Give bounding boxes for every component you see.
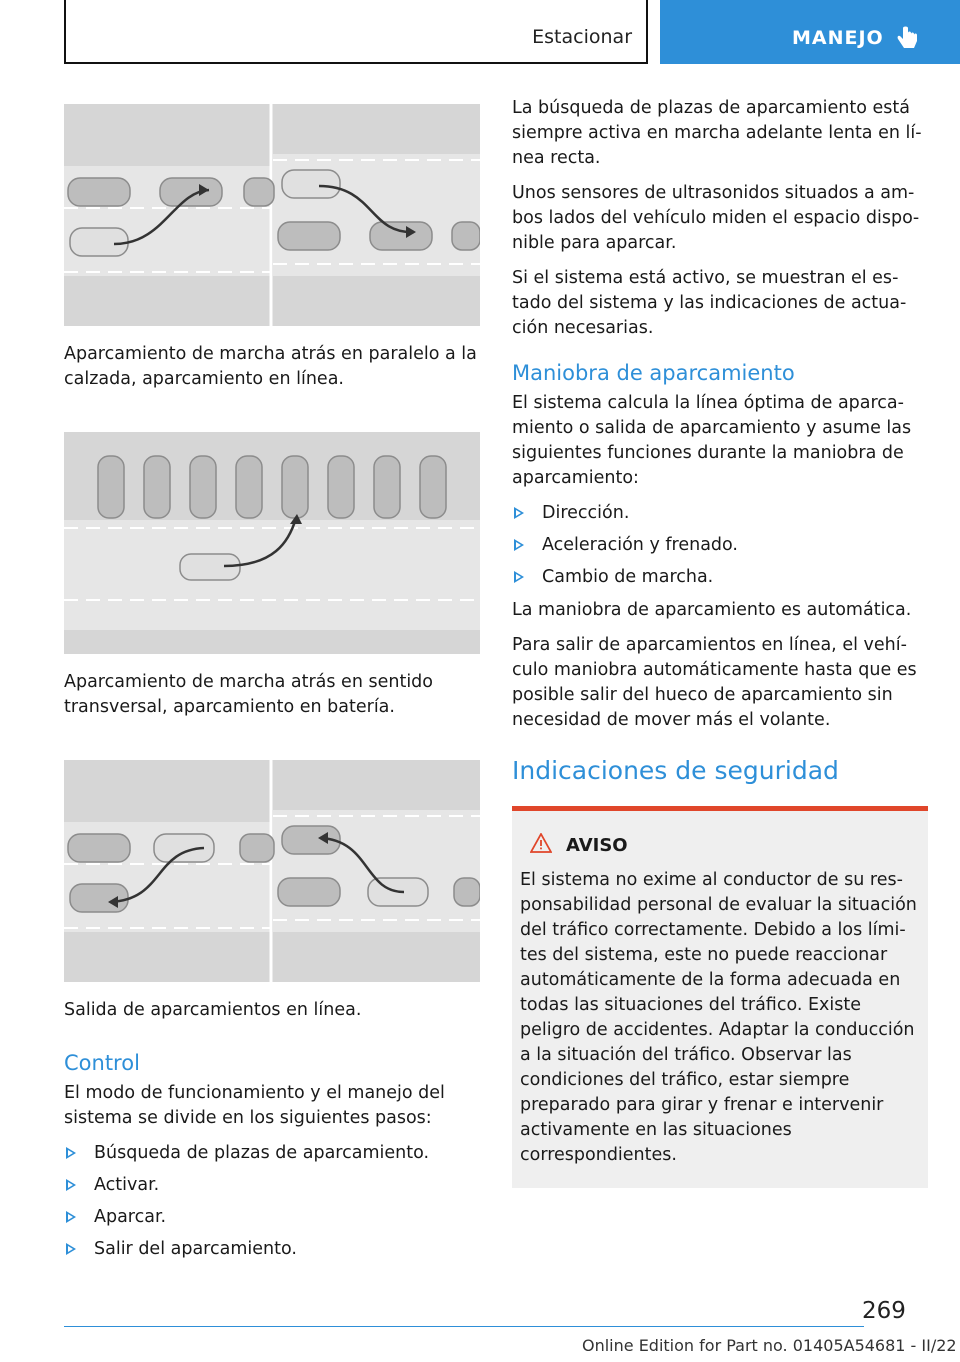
header-chapter-title: MANEJO xyxy=(792,27,884,49)
left-column xyxy=(64,104,482,1270)
bullet-triangle-icon xyxy=(514,571,524,583)
warning-triangle-icon xyxy=(530,833,552,858)
maneuver-heading: Maniobra de aparcamiento xyxy=(512,361,795,385)
list-item: Aparcar. xyxy=(64,1205,482,1230)
header-section-title: Estacionar xyxy=(532,26,632,48)
right-column xyxy=(512,96,926,787)
figure-perpendicular-parking xyxy=(64,432,480,654)
warning-title: AVISO xyxy=(566,835,628,856)
header-section-box xyxy=(64,0,648,64)
warning-text: El sistema no exime al conductor de su responsabilidad personal de evaluar la situación del tráfico correctamente. Debido a los límites del sistema, este no puede reaccionar automáticamente de la forma adecuada en todas las situaciones del tráfico. Existe peligro de accidentes. Adaptar la conducción a la situación del tráfico. Observar las condiciones del tráfico, estar siempre preparado para girar y frenar e intervenir activamente en las situaciones correspondientes. xyxy=(520,870,917,1165)
control-heading: Control xyxy=(64,1051,140,1075)
bullet-triangle-icon xyxy=(66,1243,76,1255)
pointing-hand-icon xyxy=(896,26,918,56)
paragraph-sensors: Unos sensores de ultrasonidos situados a ambos lados del vehículo miden el espacio disponible para aparcar. xyxy=(512,183,920,253)
paragraph-automatic: La maniobra de aparcamiento es automática. xyxy=(512,600,912,620)
bullet-triangle-icon xyxy=(66,1179,76,1191)
bullet-triangle-icon xyxy=(66,1211,76,1223)
paragraph-search: La búsqueda de plazas de aparcamiento está siempre activa en marcha adelante lenta en línea recta. xyxy=(512,98,922,168)
header-chapter-tab[interactable] xyxy=(660,0,960,64)
figure-parallel-parking xyxy=(64,104,480,326)
control-steps-list xyxy=(64,1141,482,1262)
list-item: Cambio de marcha. xyxy=(512,565,926,590)
maneuver-functions-list xyxy=(512,501,926,590)
list-item: Salir del aparcamiento. xyxy=(64,1237,482,1262)
list-item: Aceleración y frenado. xyxy=(512,533,926,558)
list-item: Activar. xyxy=(64,1173,482,1198)
bullet-triangle-icon xyxy=(66,1147,76,1159)
bullet-triangle-icon xyxy=(514,539,524,551)
footer-divider xyxy=(64,1326,864,1327)
figure-caption-2: Aparcamiento de marcha atrás en sentido transversal, aparcamiento en batería. xyxy=(64,672,433,717)
list-item: Búsqueda de plazas de aparcamiento. xyxy=(64,1141,482,1166)
figure-caption-1: Aparcamiento de marcha atrás en paralelo a la calzada, aparcamiento en línea. xyxy=(64,344,477,389)
maneuver-intro: El sistema calcula la línea óptima de aparcamiento o salida de aparcamiento y asume las siguientes funciones durante la maniobra de aparcamiento: xyxy=(512,393,912,488)
figure-caption-3: Salida de aparcamientos en línea. xyxy=(64,1000,362,1020)
warning-box xyxy=(512,806,928,1188)
page-number: 269 xyxy=(862,1298,906,1324)
paragraph-exit: Para salir de aparcamientos en línea, el vehículo maniobra automáticamente hasta que es posible salir del hueco de aparcamiento sin necesidad de mover más el volante. xyxy=(512,635,917,730)
bullet-triangle-icon xyxy=(514,507,524,519)
safety-heading: Indicaciones de seguridad xyxy=(512,756,839,785)
control-intro: El modo de funcionamiento y el manejo del sistema se divide en los siguientes pasos: xyxy=(64,1083,445,1128)
figure-exit-parallel xyxy=(64,760,480,982)
warning-title-row xyxy=(530,833,920,858)
list-item: Dirección. xyxy=(512,501,926,526)
edition-note: Online Edition for Part no. 01405A54681 - II/22 xyxy=(582,1336,957,1355)
paragraph-status: Si el sistema está activo, se muestran el estado del sistema y las indicaciones de actuación necesarias. xyxy=(512,268,907,338)
